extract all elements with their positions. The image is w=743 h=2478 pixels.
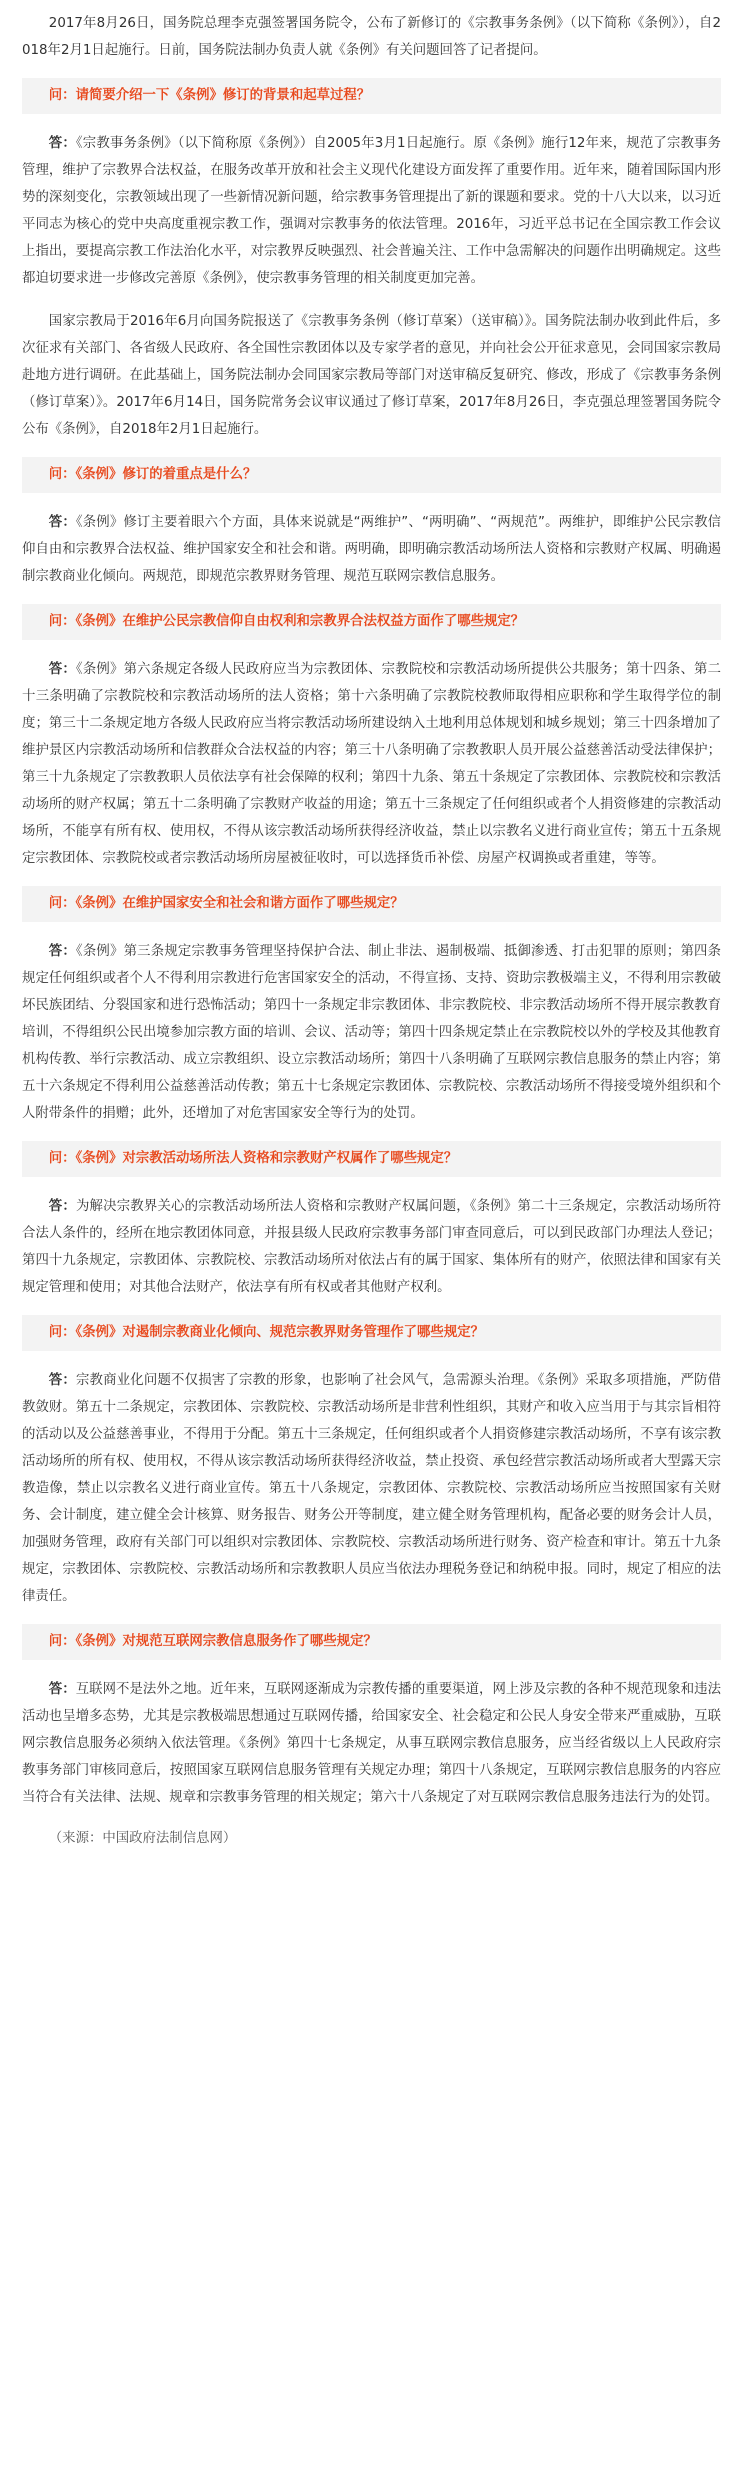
answer-prefix: 答： xyxy=(48,1682,76,1697)
question-block xyxy=(22,457,721,493)
question-heading xyxy=(22,1628,721,1656)
question-text: 《条例》对规范互联网宗教信息服务作了哪些规定？ xyxy=(75,1634,377,1649)
answer-text: 宗教商业化问题不仅损害了宗教的形象，也影响了社会风气，急需源头治理。《条例》采取多项措施，严防借教敛财。第五十二条规定，宗教团体、宗教院校、宗教活动场所是非营利性组织，其财产和收入应当用于与其宗旨相符的活动以及公益慈善事业，不得用于分配。第五十三条规定，任何组织或者个人捐资修建宗教活动场所，不享有该宗教活动场所的所有权、使用权，不得从该宗教活动场所获得经济收益，禁止投资、承包经营宗教活动场所或者大型露天宗教造像，禁止以宗教名义进行商业宣传。第五十八条规定，宗教团体、宗教院校、宗教活动场所应当按照国家有关财务、会计制度，建立健全会计核算、财务报告、财务公开等制度，建立健全财务管理机构，配备必要的财务会计人员，加强财务管理，政府有关部门可以组织对宗教团体、宗教院校、宗教活动场所进行财务、资产检查和审计。第五十九条规定，宗教团体、宗教院校、宗教活动场所和宗教教职人员应当依法办理税务登记和纳税申报。同时，规定了相应的法律责任。 xyxy=(22,1373,722,1604)
answer-prefix: 答： xyxy=(48,944,76,959)
question-prefix: 问： xyxy=(48,896,76,911)
question-text: 《条例》在维护国家安全和社会和谐方面作了哪些规定？ xyxy=(75,896,404,911)
question-block xyxy=(22,1141,721,1177)
question-heading xyxy=(22,890,721,918)
question-block xyxy=(22,1315,721,1351)
answer-text: 《宗教事务条例》（以下简称原《条例》）自2005年3月1日起施行。原《条例》施行12年来，规范了宗教事务管理，维护了宗教界合法权益，在服务改革开放和社会主义现代化建设方面发挥了重要作用。近年来，随着国际国内形势的深刻变化，宗教领域出现了一些新情况新问题，给宗教事务管理提出了新的课题和要求。党的十八大以来，以习近平同志为核心的党中央高度重视宗教工作，强调对宗教事务的依法管理。2016年，习近平总书记在全国宗教工作会议上指出，要提高宗教工作法治化水平，对宗教界反映强烈、社会普遍关注、工作中急需解决的问题作出明确规定。这些都迫切要求进一步修改完善原《条例》，使宗教事务管理的相关制度更加完善。 xyxy=(22,136,722,286)
answer-prefix: 答： xyxy=(48,515,76,530)
question-prefix: 问： xyxy=(48,1325,76,1340)
answer-paragraph xyxy=(22,130,721,292)
answer-text: 《条例》第六条规定各级人民政府应当为宗教团体、宗教院校和宗教活动场所提供公共服务；第十四条、第二十三条明确了宗教院校和宗教活动场所的法人资格；第十六条明确了宗教院校教师取得相应职称和学生取得学位的制度；第三十二条规定地方各级人民政府应当将宗教活动场所建设纳入土地利用总体规划和城乡规划；第三十四条增加了维护景区内宗教活动场所和信教群众合法权益的内容；第三十八条明确了宗教教职人员开展公益慈善活动受法律保护；第三十九条规定了宗教教职人员依法享有社会保障的权利；第四十九条、第五十条规定了宗教团体、宗教院校和宗教活动场所的财产权属；第五十二条明确了宗教财产收益的用途；第五十三条规定了任何组织或者个人捐资修建的宗教活动场所，不能享有所有权、使用权，不得从该宗教活动场所获得经济收益，禁止以宗教名义进行商业宣传；第五十五条规定宗教团体、宗教院校或者宗教活动场所房屋被征收时，可以选择货币补偿、房屋产权调换或者重建，等等。 xyxy=(22,662,722,866)
question-prefix: 问： xyxy=(48,467,76,482)
question-prefix: 问： xyxy=(48,614,76,629)
question-block xyxy=(22,604,721,640)
answer-text: 国家宗教局于2016年6月向国务院报送了《宗教事务条例（修订草案）（送审稿）》。国务院法制办收到此件后，多次征求有关部门、各省级人民政府、各全国性宗教团体以及专家学者的意见，并向社会公开征求意见，会同国家宗教局赴地方进行调研。在此基础上，国务院法制办会同国家宗教局等部门对送审稿反复研究、修改，形成了《宗教事务条例（修订草案）》。2017年6月14日，国务院常务会议审议通过了修订草案，2017年8月26日，李克强总理签署国务院令公布《条例》，自2018年2月1日起施行。 xyxy=(22,314,721,437)
question-prefix: 问： xyxy=(48,88,76,103)
question-text: 《条例》对遏制宗教商业化倾向、规范宗教界财务管理作了哪些规定？ xyxy=(75,1325,484,1340)
question-block xyxy=(22,78,721,114)
question-text: 请简要介绍一下《条例》修订的背景和起草过程？ xyxy=(75,88,371,103)
answer-text: 为解决宗教界关心的宗教活动场所法人资格和宗教财产权属问题，《条例》第二十三条规定，宗教活动场所符合法人条件的，经所在地宗教团体同意，并报县级人民政府宗教事务部门审查同意后，可以到民政部门办理法人登记；第四十九条规定，宗教团体、宗教院校、宗教活动场所对依法占有的属于国家、集体所有的财产，依照法律和国家有关规定管理和使用；对其他合法财产，依法享有所有权或者其他财产权利。 xyxy=(22,1199,722,1295)
answer-text: 《条例》修订主要着眼六个方面，具体来说就是“两维护”、“两明确”、“两规范”。两维护，即维护公民宗教信仰自由和宗教界合法权益、维护国家安全和社会和谐。两明确，即明确宗教活动场所法人资格和宗教财产权属、明确遏制宗教商业化倾向。两规范，即规范宗教界财务管理、规范互联网宗教信息服务。 xyxy=(22,515,722,584)
answer-paragraph xyxy=(22,509,721,590)
source-line: （来源：中国政府法制信息网） xyxy=(48,1831,237,1846)
answer-paragraph xyxy=(22,656,721,872)
answer-text: 互联网不是法外之地。近年来，互联网逐渐成为宗教传播的重要渠道，网上涉及宗教的各种不规范现象和违法活动也呈增多态势，尤其是宗教极端思想通过互联网传播，给国家安全、社会稳定和公民人身安全带来严重威胁，互联网宗教信息服务必须纳入依法管理。《条例》第四十七条规定，从事互联网宗教信息服务，应当经省级以上人民政府宗教事务部门审核同意后，按照国家互联网信息服务管理有关规定办理；第四十八条规定，互联网宗教信息服务的内容应当符合有关法律、法规、规章和宗教事务管理的相关规定；第六十八条规定了对互联网宗教信息服务违法行为的处罚。 xyxy=(22,1682,721,1805)
question-text: 《条例》修订的着重点是什么？ xyxy=(75,467,257,482)
answer-paragraph xyxy=(22,1193,721,1301)
answer-paragraph xyxy=(22,1676,721,1811)
intro-paragraph: 2017年8月26日，国务院总理李克强签署国务院令，公布了新修订的《宗教事务条例》（以下简称《条例》），自2018年2月1日起施行。日前，国务院法制办负责人就《条例》有关问题回答了记者提问。 xyxy=(22,16,721,58)
question-block xyxy=(22,886,721,922)
question-text: 《条例》对宗教活动场所法人资格和宗教财产权属作了哪些规定？ xyxy=(75,1151,458,1166)
question-heading xyxy=(22,1145,721,1173)
question-heading xyxy=(22,461,721,489)
question-prefix: 问： xyxy=(48,1634,76,1649)
answer-prefix: 答： xyxy=(48,662,76,677)
question-heading xyxy=(22,82,721,110)
qa-list xyxy=(22,78,721,1811)
answer-prefix: 答： xyxy=(48,136,76,151)
answer-text: 《条例》第三条规定宗教事务管理坚持保护合法、制止非法、遏制极端、抵御渗透、打击犯罪的原则；第四条规定任何组织或者个人不得利用宗教进行危害国家安全的活动，不得宣扬、支持、资助宗教极端主义，不得利用宗教破坏民族团结、分裂国家和进行恐怖活动；第四十一条规定非宗教团体、非宗教院校、非宗教活动场所不得开展宗教教育培训，不得组织公民出境参加宗教方面的培训、会议、活动等；第四十四条规定禁止在宗教院校以外的学校及其他教育机构传教、举行宗教活动、成立宗教组织、设立宗教活动场所；第四十八条明确了互联网宗教信息服务的禁止内容；第五十六条规定不得利用公益慈善活动传教；第五十七条规定宗教团体、宗教院校、宗教活动场所不得接受境外组织和个人附带条件的捐赠；此外，还增加了对危害国家安全等行为的处罚。 xyxy=(22,944,722,1121)
question-text: 《条例》在维护公民宗教信仰自由权利和宗教界合法权益方面作了哪些规定？ xyxy=(75,614,525,629)
question-heading xyxy=(22,1319,721,1347)
question-block xyxy=(22,1624,721,1660)
answer-prefix: 答： xyxy=(48,1373,76,1388)
answer-paragraph xyxy=(22,1367,721,1610)
question-heading xyxy=(22,608,721,636)
answer-paragraph xyxy=(22,308,721,443)
answer-prefix: 答： xyxy=(48,1199,76,1214)
answer-paragraph xyxy=(22,938,721,1127)
question-prefix: 问： xyxy=(48,1151,76,1166)
